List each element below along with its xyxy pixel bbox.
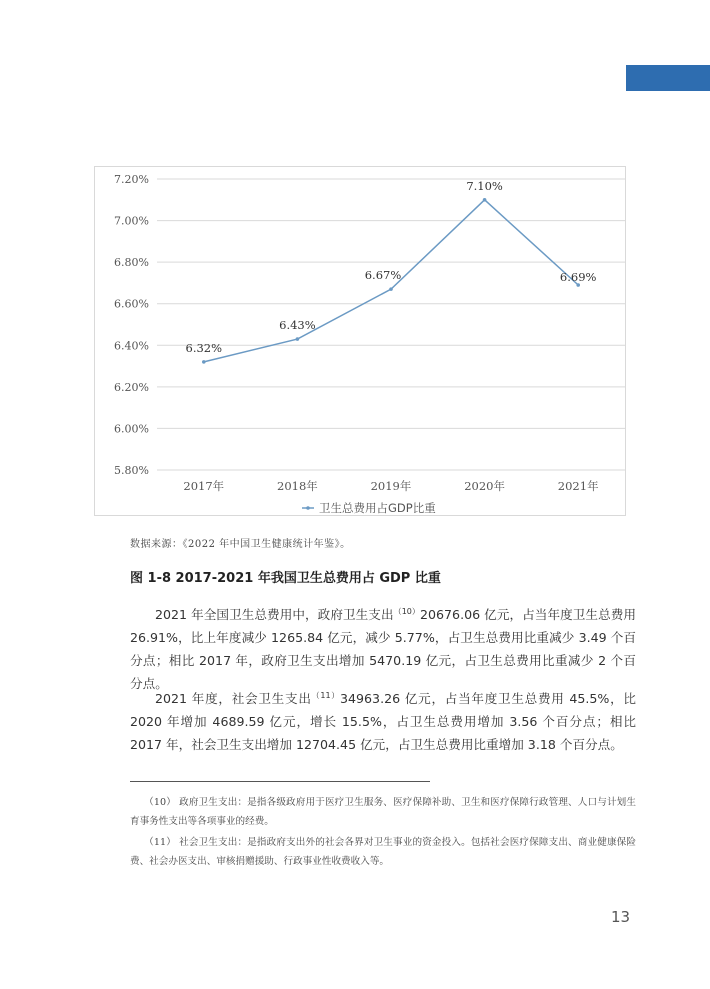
data-label: 7.10% bbox=[466, 178, 503, 193]
x-tick-label: 2019年 bbox=[370, 479, 412, 493]
line-chart bbox=[95, 167, 627, 517]
footnote-ref-11[interactable]: （11） bbox=[311, 691, 340, 700]
paragraph-text: 2021 年全国卫生总费用中，政府卫生支出 bbox=[155, 607, 394, 622]
y-tick-label: 6.80% bbox=[114, 256, 149, 270]
y-tick-label: 5.80% bbox=[114, 464, 149, 477]
y-tick-label: 7.20% bbox=[114, 173, 149, 186]
x-tick-label: 2021年 bbox=[557, 479, 599, 493]
footnote-ref-10[interactable]: （10） bbox=[393, 607, 420, 616]
paragraph-government-spending bbox=[130, 600, 636, 695]
source-note: 数据来源：《2022 年中国卫生健康统计年鉴》。 bbox=[130, 539, 351, 550]
data-point bbox=[389, 287, 393, 291]
y-tick-label: 6.20% bbox=[114, 380, 149, 394]
paragraph-social-spending bbox=[130, 684, 636, 756]
y-tick-label: 6.00% bbox=[114, 422, 149, 436]
data-label: 6.67% bbox=[364, 268, 402, 283]
paragraph-text: 20676.06 亿元，占当年度卫生总费用 26.91%，比上年度减少 1265.84 亿元，减少 5.77%，占卫生总费用比重减少 3.49 个百分点；相比 2017 年，政府卫生支出增加 5470.19 亿元，占卫生总费用比重减少 2 个百分点。 bbox=[130, 607, 636, 691]
footnote-text: （11） 社会卫生支出：是指政府支出外的社会各界对卫生事业的资金投入。包括社会医疗保障支出、商业健康保险费、社会办医支出、审核捐赠援助、行政事业性收费收入等。 bbox=[130, 837, 636, 867]
data-label: 6.43% bbox=[279, 318, 316, 333]
figure-caption: 图 1-8 2017-2021 年我国卫生总费用占 GDP 比重 bbox=[130, 571, 441, 586]
paragraph-text: 2021 年度，社会卫生支出 bbox=[155, 691, 312, 706]
section-tab-marker bbox=[626, 65, 710, 91]
x-tick-label: 2018年 bbox=[277, 479, 318, 493]
data-label: 6.32% bbox=[185, 340, 223, 355]
footnote-text: （10） 政府卫生支出：是指各级政府用于医疗卫生服务、医疗保障补助、卫生和医疗保障行政管理、人口与计划生育事务性支出等各项事业的经费。 bbox=[130, 797, 636, 827]
y-tick-label: 6.60% bbox=[114, 297, 149, 311]
footnote-11 bbox=[130, 833, 636, 871]
data-label: 6.69% bbox=[559, 270, 597, 285]
y-tick-label: 6.40% bbox=[114, 339, 149, 353]
footnote-divider bbox=[130, 781, 430, 782]
paragraph-text: 34963.26 亿元，占当年度卫生总费用 45.5%，比 2020 年增加 4689.59 亿元，增长 15.5%，占卫生总费用增加 3.56 个百分点；相比 2017 年，社会卫生支出增加 12704.45 亿元，占卫生总费用比重增加 3.18 个百分点。 bbox=[130, 691, 636, 752]
data-point bbox=[202, 360, 206, 364]
x-tick-label: 2017年 bbox=[183, 479, 225, 493]
x-tick-label: 2020年 bbox=[464, 479, 505, 493]
data-point bbox=[296, 337, 300, 341]
legend-marker-icon bbox=[306, 506, 310, 510]
page-number: 13 bbox=[611, 908, 631, 926]
y-tick-label: 7.00% bbox=[114, 214, 149, 228]
data-point bbox=[483, 198, 487, 202]
chart-frame bbox=[94, 166, 626, 516]
footnote-10 bbox=[130, 793, 636, 831]
legend-label: 卫生总费用占GDP比重 bbox=[319, 501, 436, 515]
